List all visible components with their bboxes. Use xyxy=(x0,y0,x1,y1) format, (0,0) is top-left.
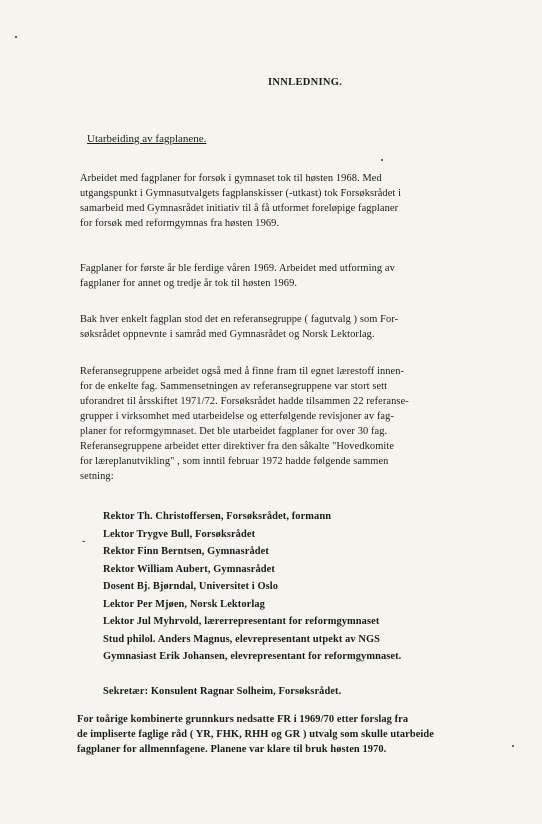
paragraph-line: fagplaner for allmennfagene. Planene var klare til bruk høsten 1970. xyxy=(77,744,387,755)
committee-list xyxy=(103,508,503,666)
paragraph-line: de impliserte faglige råd ( YR, FHK, RHH og GR ) utvalg som skulle utarbeide xyxy=(77,729,435,740)
paragraph-3 xyxy=(80,312,520,342)
scan-speck xyxy=(15,36,17,38)
paragraph-line: Bak hver enkelt fagplan stod det en referansegruppe ( fagutvalg ) som For- xyxy=(80,314,399,325)
scan-speck xyxy=(381,159,383,161)
paragraph-line: for læreplanutvikling" , som inntil februar 1972 hadde følgende sammen xyxy=(80,456,389,467)
paragraph-line: grupper i virksomhet med utarbeidelse og etterfølgende revisjoner av fag- xyxy=(80,411,395,422)
paragraph-4 xyxy=(80,364,520,484)
paragraph-line: Arbeidet med fagplaner for forsøk i gymnaset tok til høsten 1968. Med xyxy=(80,173,382,184)
final-paragraph xyxy=(77,712,517,757)
paragraph-line: søksrådet oppnevnte i samråd med Gymnasrådet og Norsk Lektorlag. xyxy=(80,329,375,340)
paragraph-line: Referansegruppene arbeidet etter direktiver fra den såkalte "Hovedkomite xyxy=(80,441,395,452)
paragraph-2 xyxy=(80,261,520,291)
paragraph-line: utgangspunkt i Gymnasutvalgets fagplanskisser (-utkast) tok Forsøksrådet i xyxy=(80,188,402,199)
paragraph-line: for forsøk med reformgymnas fra høsten 1969. xyxy=(80,218,280,229)
committee-member: Lektor Trygve Bull, Forsøksrådet xyxy=(103,528,256,540)
paragraph-line: Referansegruppene arbeidet også med å finne fram til egnet lærestoff innen- xyxy=(80,366,405,377)
committee-member: Rektor Th. Christoffersen, Forsøksrådet, formann xyxy=(103,511,332,522)
secretary-line xyxy=(103,684,341,699)
margin-dash-mark: - xyxy=(82,536,86,547)
paragraph-line: For toårige kombinerte grunnkurs nedsatte FR i 1969/70 etter forslag fra xyxy=(77,714,409,725)
section-subheading: Utarbeiding av fagplanene. xyxy=(87,133,207,145)
paragraph-line: Fagplaner for første år ble ferdige våren 1969. Arbeidet med utforming av xyxy=(80,263,395,274)
committee-member: Stud philol. Anders Magnus, elevrepresentant utpekt av NGS xyxy=(103,633,381,645)
committee-member: Lektor Jul Myhrvold, lærerrepresentant for reformgymnaset xyxy=(103,616,380,627)
paragraph-line: uforandret til årsskiftet 1971/72. Forsøksrådet hadde tilsammen 22 referanse- xyxy=(80,396,409,407)
committee-member: Gymnasiast Erik Johansen, elevrepresentant for reformgymnaset. xyxy=(103,651,402,662)
paragraph-line: for de enkelte fag. Sammensetningen av referansegruppene var stort sett xyxy=(80,381,388,392)
page-title: INNLEDNING. xyxy=(268,77,343,88)
scan-speck xyxy=(512,745,514,747)
paragraph-line: fagplaner for annet og tredje år tok til høsten 1969. xyxy=(80,278,298,289)
committee-member: Rektor William Aubert, Gymnasrådet xyxy=(103,563,275,575)
paragraph-line: samarbeid med Gymnasrådet initiativ til å få utformet foreløpige fagplaner xyxy=(80,203,399,214)
committee-member: Dosent Bj. Bjørndal, Universitet i Oslo xyxy=(103,581,279,592)
committee-member: Rektor Finn Berntsen, Gymnasrådet xyxy=(103,546,269,557)
paragraph-1 xyxy=(80,171,520,231)
committee-member: Lektor Per Mjøen, Norsk Lektorlag xyxy=(103,598,265,610)
paragraph-line: planer for reformgymnaset. Det ble utarbeidet fagplaner for over 30 fag. xyxy=(80,426,388,437)
secretary-text: Sekretær: Konsulent Ragnar Solheim, Forsøksrådet. xyxy=(103,686,342,697)
paragraph-line: setning: xyxy=(80,471,114,482)
